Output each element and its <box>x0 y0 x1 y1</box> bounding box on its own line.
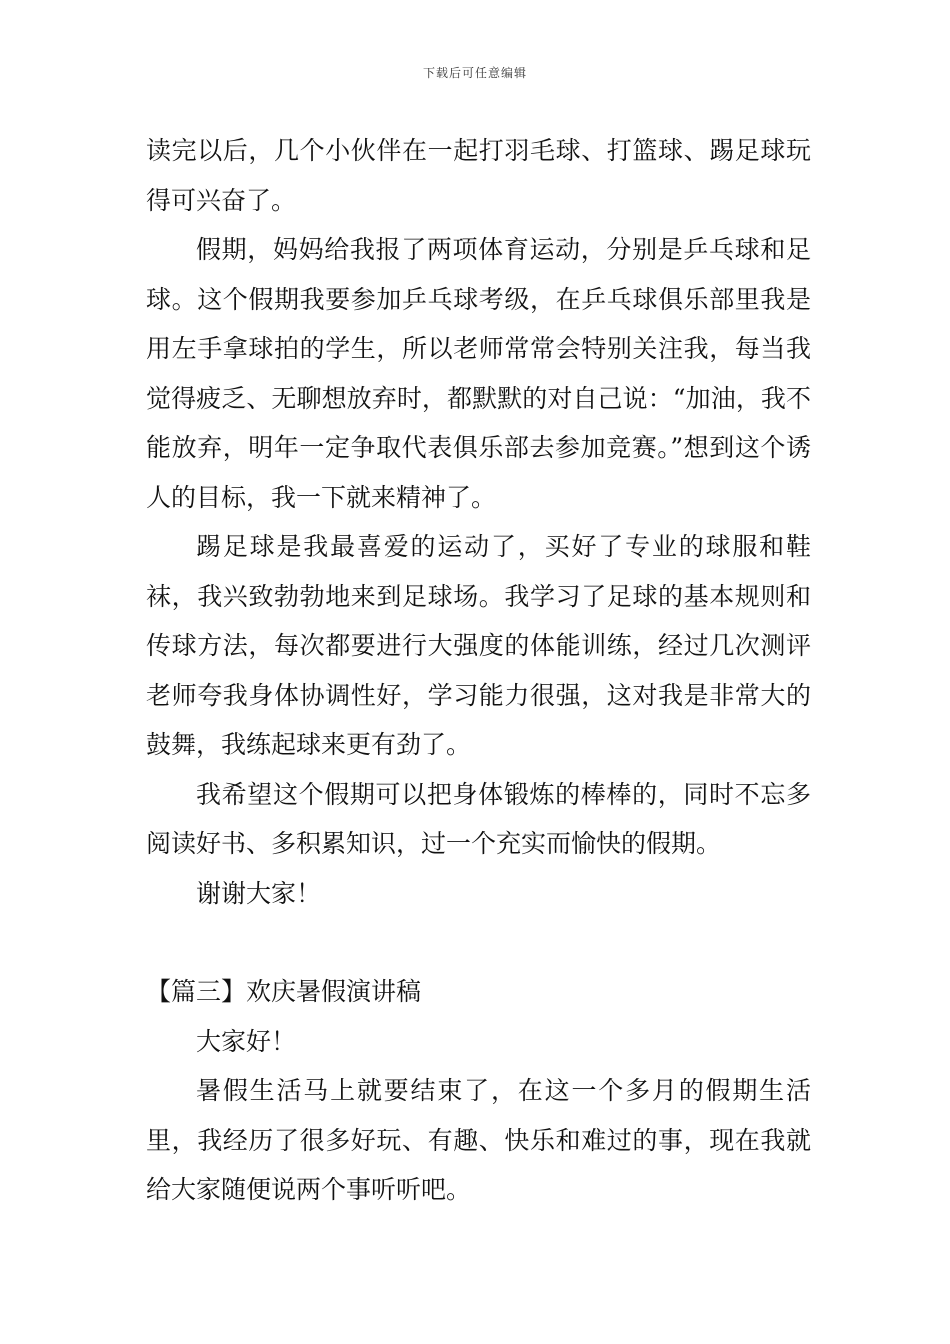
paragraph-table-tennis: 假期，妈妈给我报了两项体育运动，分别是乒乓球和足球。这个假期我要参加乒乓球考级，在乒乓球俱乐部里我是用左手拿球拍的学生，所以老师常常会特别关注我，每当我觉得疲乏、无聊想放弃时，都默默的对自己说：“加油，我不能放弃，明年一定争取代表俱乐部去参加竞赛。”想到这个诱人的目标，我一下就来精神了。 <box>146 235 811 512</box>
document-body <box>146 126 811 1215</box>
paragraph-hope: 我希望这个假期可以把身体锻炼的棒棒的，同时不忘多阅读好书、多积累知识，过一个充实而愉快的假期。 <box>146 779 811 858</box>
paragraph-thanks: 谢谢大家！ <box>196 878 322 908</box>
section-body-paragraph: 暑假生活马上就要结束了，在这一个多月的假期生活里，我经历了很多好玩、有趣、快乐和难过的事，现在我就给大家随便说两个事听听吧。 <box>146 1076 811 1204</box>
paragraph-continued: 读完以后，几个小伙伴在一起打羽毛球、打篮球、踢足球玩得可兴奋了。 <box>146 136 811 215</box>
paragraph-football: 踢足球是我最喜爱的运动了，买好了专业的球服和鞋袜，我兴致勃勃地来到足球场。我学习了足球的基本规则和传球方法，每次都要进行大强度的体能训练，经过几次测评老师夸我身体协调性好，学习能力很强，这对我是非常大的鼓舞，我练起球来更有劲了。 <box>146 532 811 759</box>
page-header-note: 下载后可任意编辑 <box>422 66 527 80</box>
section-greeting: 大家好！ <box>196 1026 297 1056</box>
section-heading: 【篇三】欢庆暑假演讲稿 <box>146 977 422 1006</box>
